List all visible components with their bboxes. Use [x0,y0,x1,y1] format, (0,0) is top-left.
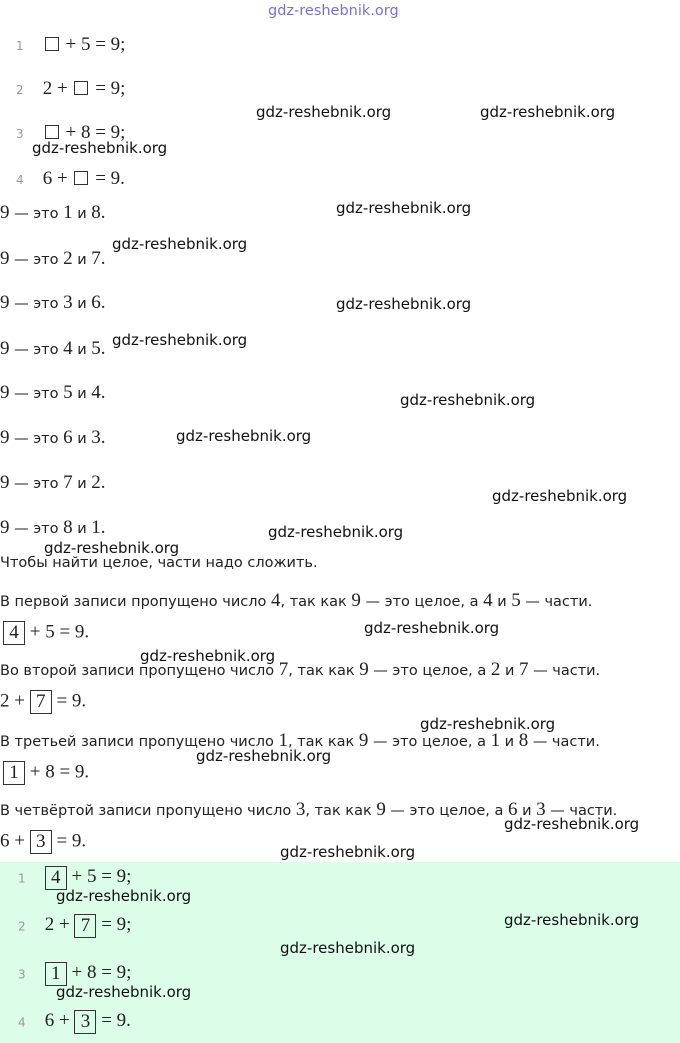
watermark: gdz-reshebnik.org [268,523,404,541]
watermark: gdz-reshebnik.org [268,3,399,19]
watermark: gdz-reshebnik.org [32,139,168,157]
watermark: gdz-reshebnik.org [112,331,248,349]
answer-box: 3 [30,830,52,854]
watermark: gdz-reshebnik.org [140,647,276,665]
rule-text: Чтобы найти целое, части надо сложить. [0,555,318,571]
explanation-equation: 1 + 8 = 9. [3,761,89,785]
item-number: 2 [16,83,24,97]
answer-box: 1 [3,761,25,785]
watermark: gdz-reshebnik.org [480,103,616,121]
item-number: 1 [16,39,24,53]
watermark: gdz-reshebnik.org [280,939,416,957]
item-number: 1 [18,871,26,886]
blank-square-icon [74,81,88,95]
watermark: gdz-reshebnik.org [336,199,472,217]
equation: 6 + 3 = 9. [44,1010,131,1032]
item-number: 4 [16,173,24,187]
composition-line: 9 — это 8 и 1. [0,517,106,538]
composition-line: 9 — это 6 и 3. [0,427,106,448]
composition-line: 9 — это 1 и 8. [0,202,106,223]
blank-square-icon [45,37,59,51]
watermark: gdz-reshebnik.org [420,715,556,733]
equation: 1 + 8 = 9; [45,962,132,983]
answer-box: 4 [45,866,67,890]
answer-box: 7 [74,914,96,938]
answer-box: 1 [45,962,67,986]
equation: 6 + = 9. [42,168,125,189]
equation: + 5 = 9; [43,34,126,55]
explanation-text: Во второй записи пропущено число 7, так как 9 — это целое, а 2 и 7 — части. [0,659,601,680]
list-item [18,1010,131,1034]
watermark: gdz-reshebnik.org [56,887,192,905]
explanation-text: В первой записи пропущено число 4, так как 9 — это целое, а 4 и 5 — части. [0,590,593,611]
watermark: gdz-reshebnik.org [364,619,500,637]
watermark: gdz-reshebnik.org [492,487,628,505]
answer-box: 3 [74,1010,96,1034]
composition-line: 9 — это 2 и 7. [0,248,106,269]
blank-square-icon [74,171,88,185]
list-item [16,168,125,190]
equation: 2 + 7 = 9; [44,914,132,936]
explanation-equation: 2 + 7 = 9. [0,690,87,712]
item-number: 2 [18,919,26,934]
watermark: gdz-reshebnik.org [400,391,536,409]
explanation-equation: 4 + 5 = 9. [3,621,89,645]
composition-line: 9 — это 7 и 2. [0,472,106,493]
item-number: 4 [18,1015,26,1030]
blank-square-icon [45,125,59,139]
answer-box: 4 [3,621,25,645]
explanation-equation: 6 + 3 = 9. [0,830,87,852]
composition-line: 9 — это 3 и 6. [0,292,106,313]
watermark: gdz-reshebnik.org [504,911,640,929]
answer-box: 7 [30,690,52,714]
watermark: gdz-reshebnik.org [280,843,416,861]
watermark: gdz-reshebnik.org [176,427,312,445]
watermark: gdz-reshebnik.org [196,747,332,765]
explanation-text: В третьей записи пропущено число 1, так как 9 — это целое, а 1 и 8 — части. [0,730,600,751]
watermark: gdz-reshebnik.org [44,539,180,557]
composition-line: 9 — это 4 и 5. [0,338,106,359]
explanation-text: В четвёртой записи пропущено число 3, так как 9 — это целое, а 6 и 3 — части. [0,799,618,820]
watermark: gdz-reshebnik.org [56,983,192,1001]
list-item [16,34,125,56]
watermark: gdz-reshebnik.org [256,103,392,121]
equation: + 8 = 9; [43,122,126,143]
composition-line: 9 — это 5 и 4. [0,382,106,403]
item-number: 3 [16,127,24,141]
watermark: gdz-reshebnik.org [112,235,248,253]
equation: 2 + = 9; [42,78,126,99]
watermark: gdz-reshebnik.org [336,295,472,313]
list-item [18,914,131,938]
equation: 4 + 5 = 9; [45,866,132,887]
watermark: gdz-reshebnik.org [504,815,640,833]
list-item [16,78,125,100]
item-number: 3 [18,967,26,982]
